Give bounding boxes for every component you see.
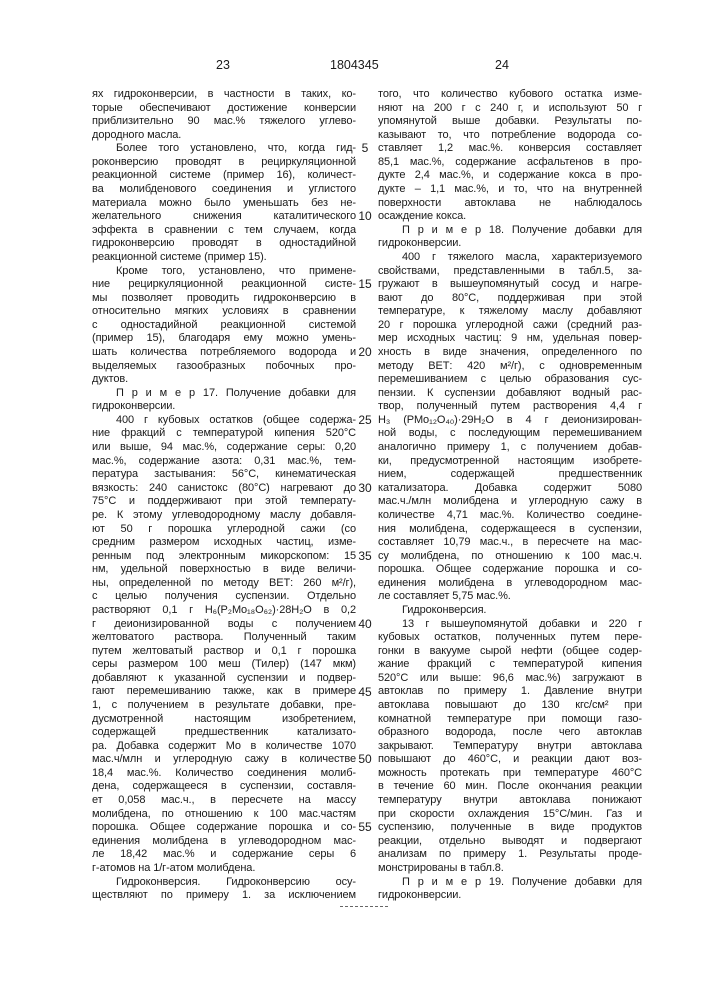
text-line: мы позволяет проводить гидроконверсию в: [92, 292, 356, 306]
text-line: реакции, отдельно выводят и подвергают: [378, 835, 642, 849]
text-line: твор, полученный путем растворения 4,4 г: [378, 400, 642, 414]
text-line: повышают до 460°С, и реакции дают воз-: [378, 753, 642, 767]
text-line: 75°С и поддерживают при этой температу-: [92, 495, 356, 509]
text-line: хность в виде значения, определенного по: [378, 346, 642, 360]
text-line: катализатора. Добавка содержит 5080: [378, 482, 642, 496]
text-line: гружают в вышеупомянутый сосуд и нагре-: [378, 278, 642, 292]
text-line: средним размером исходных частиц, изме-: [92, 536, 356, 550]
text-line: гонки в вакууме сырой нефти (общее содер-: [378, 645, 642, 659]
text-line: ра. Добавка содержит Мо в количестве 1070: [92, 740, 356, 754]
text-line: содержащей предшественник катализато-: [92, 726, 356, 740]
text-line: автоклав по примеру 1. Давление внутри: [378, 685, 642, 699]
text-line: ва молибденового соединения и углистого: [92, 183, 356, 197]
text-line: дородного масла.: [92, 129, 356, 143]
text-line: дуктов.: [92, 373, 356, 387]
text-line: монстрированы в табл.8.: [378, 862, 642, 876]
text-line: ренным под электронным микорскопом: 15: [92, 550, 356, 564]
line-number: 5: [356, 142, 374, 156]
text-line: свойствами, представленными в табл.5, за-: [378, 265, 642, 279]
text-line: с целью получения суспензии. Отдельно: [92, 590, 356, 604]
text-line: ют 50 г порошка углеродной сажи (со: [92, 523, 356, 537]
text-line: шать количества потребляемого водорода и: [92, 346, 356, 360]
text-line: дена, содержащееся в суспензии, составля-: [92, 780, 356, 794]
text-line: ставляет 1,2 мас.%. конверсия составляет: [378, 142, 642, 156]
text-line: количестве 4,71 мас.%. Количество соедине-: [378, 509, 642, 523]
text-line: составляет 10,79 мас.ч., в пересчете на мас-: [378, 536, 642, 550]
text-line: или выше, 94 мас.%, содержание серы: 0,20: [92, 441, 356, 455]
text-line: с одностадийной реакционной системой: [92, 319, 356, 333]
text-line: единения молибдена в углеводородном мас-: [378, 577, 642, 591]
text-line: Кроме того, установлено, что примене-: [92, 265, 356, 279]
text-line: вязкость: 240 санистокс (80°С) нагревают до: [92, 482, 356, 496]
text-line: нм, удельной поверхностью в виде величи-: [92, 563, 356, 577]
text-line: пензии. К суспензии добавляют водный рас-: [378, 387, 642, 401]
text-line: гидроконверсии.: [378, 889, 642, 903]
text-line: поверхности автоклава не наблюдалось: [378, 197, 642, 211]
text-line: Гидроконверсия. Гидроконверсию осу-: [92, 876, 356, 890]
text-line: пература застывания: 56°С, кинематическая: [92, 468, 356, 482]
text-line: методу ВЕТ: 420 м²/г), с одновременным: [378, 360, 642, 374]
text-line: анализам по примеру 1. Результаты проде-: [378, 848, 642, 862]
text-line: 85,1 мас.%, содержание асфальтенов в про-: [378, 156, 642, 170]
text-line: ной воды, с последующим перемешиванием: [378, 427, 642, 441]
text-line: мас.ч/млн и углеродную сажу в количестве: [92, 753, 356, 767]
text-line: единения молибдена в углеводородном мас-: [92, 835, 356, 849]
text-line: добавляют к указанной суспензии и подвер-: [92, 672, 356, 686]
line-number: 55: [356, 821, 374, 835]
line-number: 50: [356, 753, 374, 767]
text-line: гают перемешиванию также, как в примере: [92, 685, 356, 699]
text-line: закрывают. Температуру внутри автоклава: [378, 740, 642, 754]
text-line: П р и м е р 17. Получение добавки для: [92, 387, 356, 401]
text-line: приблизительно 90 мас.% тяжелого углево-: [92, 115, 356, 129]
text-line: ние фракций с температурой кипения 520°С: [92, 427, 356, 441]
text-line: 20 г порошка углеродной сажи (средний раз-: [378, 319, 642, 333]
text-line: растворяют 0,1 г H₆(P₂Mo₁₈O₆₂)·28H₂O в 0,2: [92, 604, 356, 618]
text-line: перемешиванием с целью образования сус-: [378, 373, 642, 387]
text-line: дукте – 1,1 мас.%, и то, что на внутренней: [378, 183, 642, 197]
text-line: г-атомов на 1/г-атом молибдена.: [92, 862, 356, 876]
text-line: гидроконверсии.: [378, 237, 642, 251]
text-line: молибдена, по отношению к 100 мас.частям: [92, 808, 356, 822]
text-line: Более того установлено, что, когда гид-: [92, 142, 356, 156]
text-line: гидроконверсию проводят в одностадийной: [92, 237, 356, 251]
text-line: автоклава повышают до 130 кгс/см² при: [378, 699, 642, 713]
text-line: осаждение кокса.: [378, 210, 642, 224]
text-line: ны, определенной по методу ВЕТ: 260 м²/г),: [92, 577, 356, 591]
text-line: можность протекать при температуре 460°С: [378, 767, 642, 781]
text-line: суспензию, полученные в виде продуктов: [378, 821, 642, 835]
left-column: [92, 88, 356, 903]
text-line: путем желтоватый раствор и 0,1 г порошка: [92, 645, 356, 659]
text-line: 520°С или выше: 96,6 мас.%) загружают в: [378, 672, 642, 686]
page-number-left: 23: [216, 58, 230, 72]
text-line: реакционной системе (пример 15).: [92, 251, 356, 265]
text-line: 1, с получением в результате добавки, пре-: [92, 699, 356, 713]
text-line: при скорости охлаждения 15°С/мин. Газ и: [378, 808, 642, 822]
text-line: комнатной температуре при помощи газо-: [378, 713, 642, 727]
text-line: П р и м е р 19. Получение добавки для: [378, 876, 642, 890]
footer-divider: [340, 906, 388, 907]
line-number: 30: [356, 482, 374, 496]
text-line: дусмотренной настоящим изобретением,: [92, 713, 356, 727]
line-number: 20: [356, 346, 374, 360]
text-line: аналогично примеру 1, с получением добав-: [378, 441, 642, 455]
text-line: мас.ч./млн молибдена и углеродную сажу в: [378, 495, 642, 509]
text-line: H₃ (PMo₁₂O₄₀)·29H₂O в 4 г деионизирован-: [378, 414, 642, 428]
text-line: ществляют по примеру 1. за исключением: [92, 889, 356, 903]
text-line: температуре, к тяжелому маслу добавляют: [378, 305, 642, 319]
page-number-right: 24: [495, 58, 509, 72]
text-line: гидроконверсии.: [92, 400, 356, 414]
text-line: ет 0,058 мас.ч., в пересчете на массу: [92, 794, 356, 808]
text-line: температуру внутри автоклава понижают: [378, 794, 642, 808]
text-line: 18,4 мас.%. Количество соединения молиб-: [92, 767, 356, 781]
text-line: ре. К этому углеводородному маслу добавля-: [92, 509, 356, 523]
line-number: 35: [356, 550, 374, 564]
text-line: нием, содержащей предшественник: [378, 468, 642, 482]
text-line: ях гидроконверсии, в частности в таких, ко-: [92, 88, 356, 102]
text-line: П р и м е р 18. Получение добавки для: [378, 224, 642, 238]
text-line: в течение 60 мин. После окончания реакции: [378, 780, 642, 794]
line-number: 45: [356, 686, 374, 700]
text-line: реакционной системе (пример 16), количест-: [92, 169, 356, 183]
text-line: выделяемых газообразных побочных про-: [92, 360, 356, 374]
text-line: образного водорода, после чего автоклав: [378, 726, 642, 740]
text-line: казывают то, что потребление водорода со-: [378, 129, 642, 143]
right-column: [378, 88, 642, 903]
text-line: ле 18,42 мас.% и содержание серы 6: [92, 848, 356, 862]
text-line: материала можно было уменьшать без не-: [92, 197, 356, 211]
text-line: относительно мягких условиях в сравнении: [92, 305, 356, 319]
text-line: 400 г кубовых остатков (общее содержа-: [92, 414, 356, 428]
line-number: 15: [356, 278, 374, 292]
text-line: мас.%, содержание азота: 0,31 мас.%, тем-: [92, 455, 356, 469]
text-line: 13 г вышеупомянутой добавки и 220 г: [378, 618, 642, 632]
line-number: 40: [356, 618, 374, 632]
text-line: су молибдена, по отношению к 100 мас.ч.: [378, 550, 642, 564]
text-line: (пример 15), благодаря ему можно умень-: [92, 332, 356, 346]
text-line: желтоватого раствора. Полученный таким: [92, 631, 356, 645]
text-line: 400 г тяжелого масла, характеризуемого: [378, 251, 642, 265]
text-line: желательного снижения каталитического: [92, 210, 356, 224]
text-line: того, что количество кубового остатка изме-: [378, 88, 642, 102]
text-line: няют на 200 г с 240 г, и используют 50 г: [378, 102, 642, 116]
text-line: порошка. Общее содержание порошка и со-: [378, 563, 642, 577]
text-line: эффекта в сравнении с тем случаем, когда: [92, 224, 356, 238]
text-line: торые обеспечивают достижение конверсии: [92, 102, 356, 116]
text-line: жание фракций с температурой кипения: [378, 658, 642, 672]
text-line: ния молибдена, содержащееся в суспензии,: [378, 523, 642, 537]
patent-number: 1804345: [330, 58, 379, 72]
text-line: дукте 2,4 мас.%, и содержание кокса в про-: [378, 169, 642, 183]
text-line: упомянутой выше добавки. Результаты по-: [378, 115, 642, 129]
text-line: порошка. Общее содержание порошка и со-: [92, 821, 356, 835]
text-line: ки, предусмотренной настоящим изобрете-: [378, 455, 642, 469]
line-number: 10: [356, 210, 374, 224]
text-line: ле составляет 5,75 мас.%.: [378, 590, 642, 604]
text-line: мер исходных частиц: 9 нм, удельная повер-: [378, 332, 642, 346]
text-line: вают до 80°С, поддерживая при этой: [378, 292, 642, 306]
line-number: 25: [356, 414, 374, 428]
text-line: г деионизированной воды с получением: [92, 618, 356, 632]
text-line: Гидроконверсия.: [378, 604, 642, 618]
text-line: ние рециркуляционной реакционной систе-: [92, 278, 356, 292]
text-line: серы размером 100 меш (Тилер) (147 мкм): [92, 658, 356, 672]
text-line: кубовых остатков, полученных путем пере-: [378, 631, 642, 645]
text-line: роконверсию проводят в рециркуляционной: [92, 156, 356, 170]
